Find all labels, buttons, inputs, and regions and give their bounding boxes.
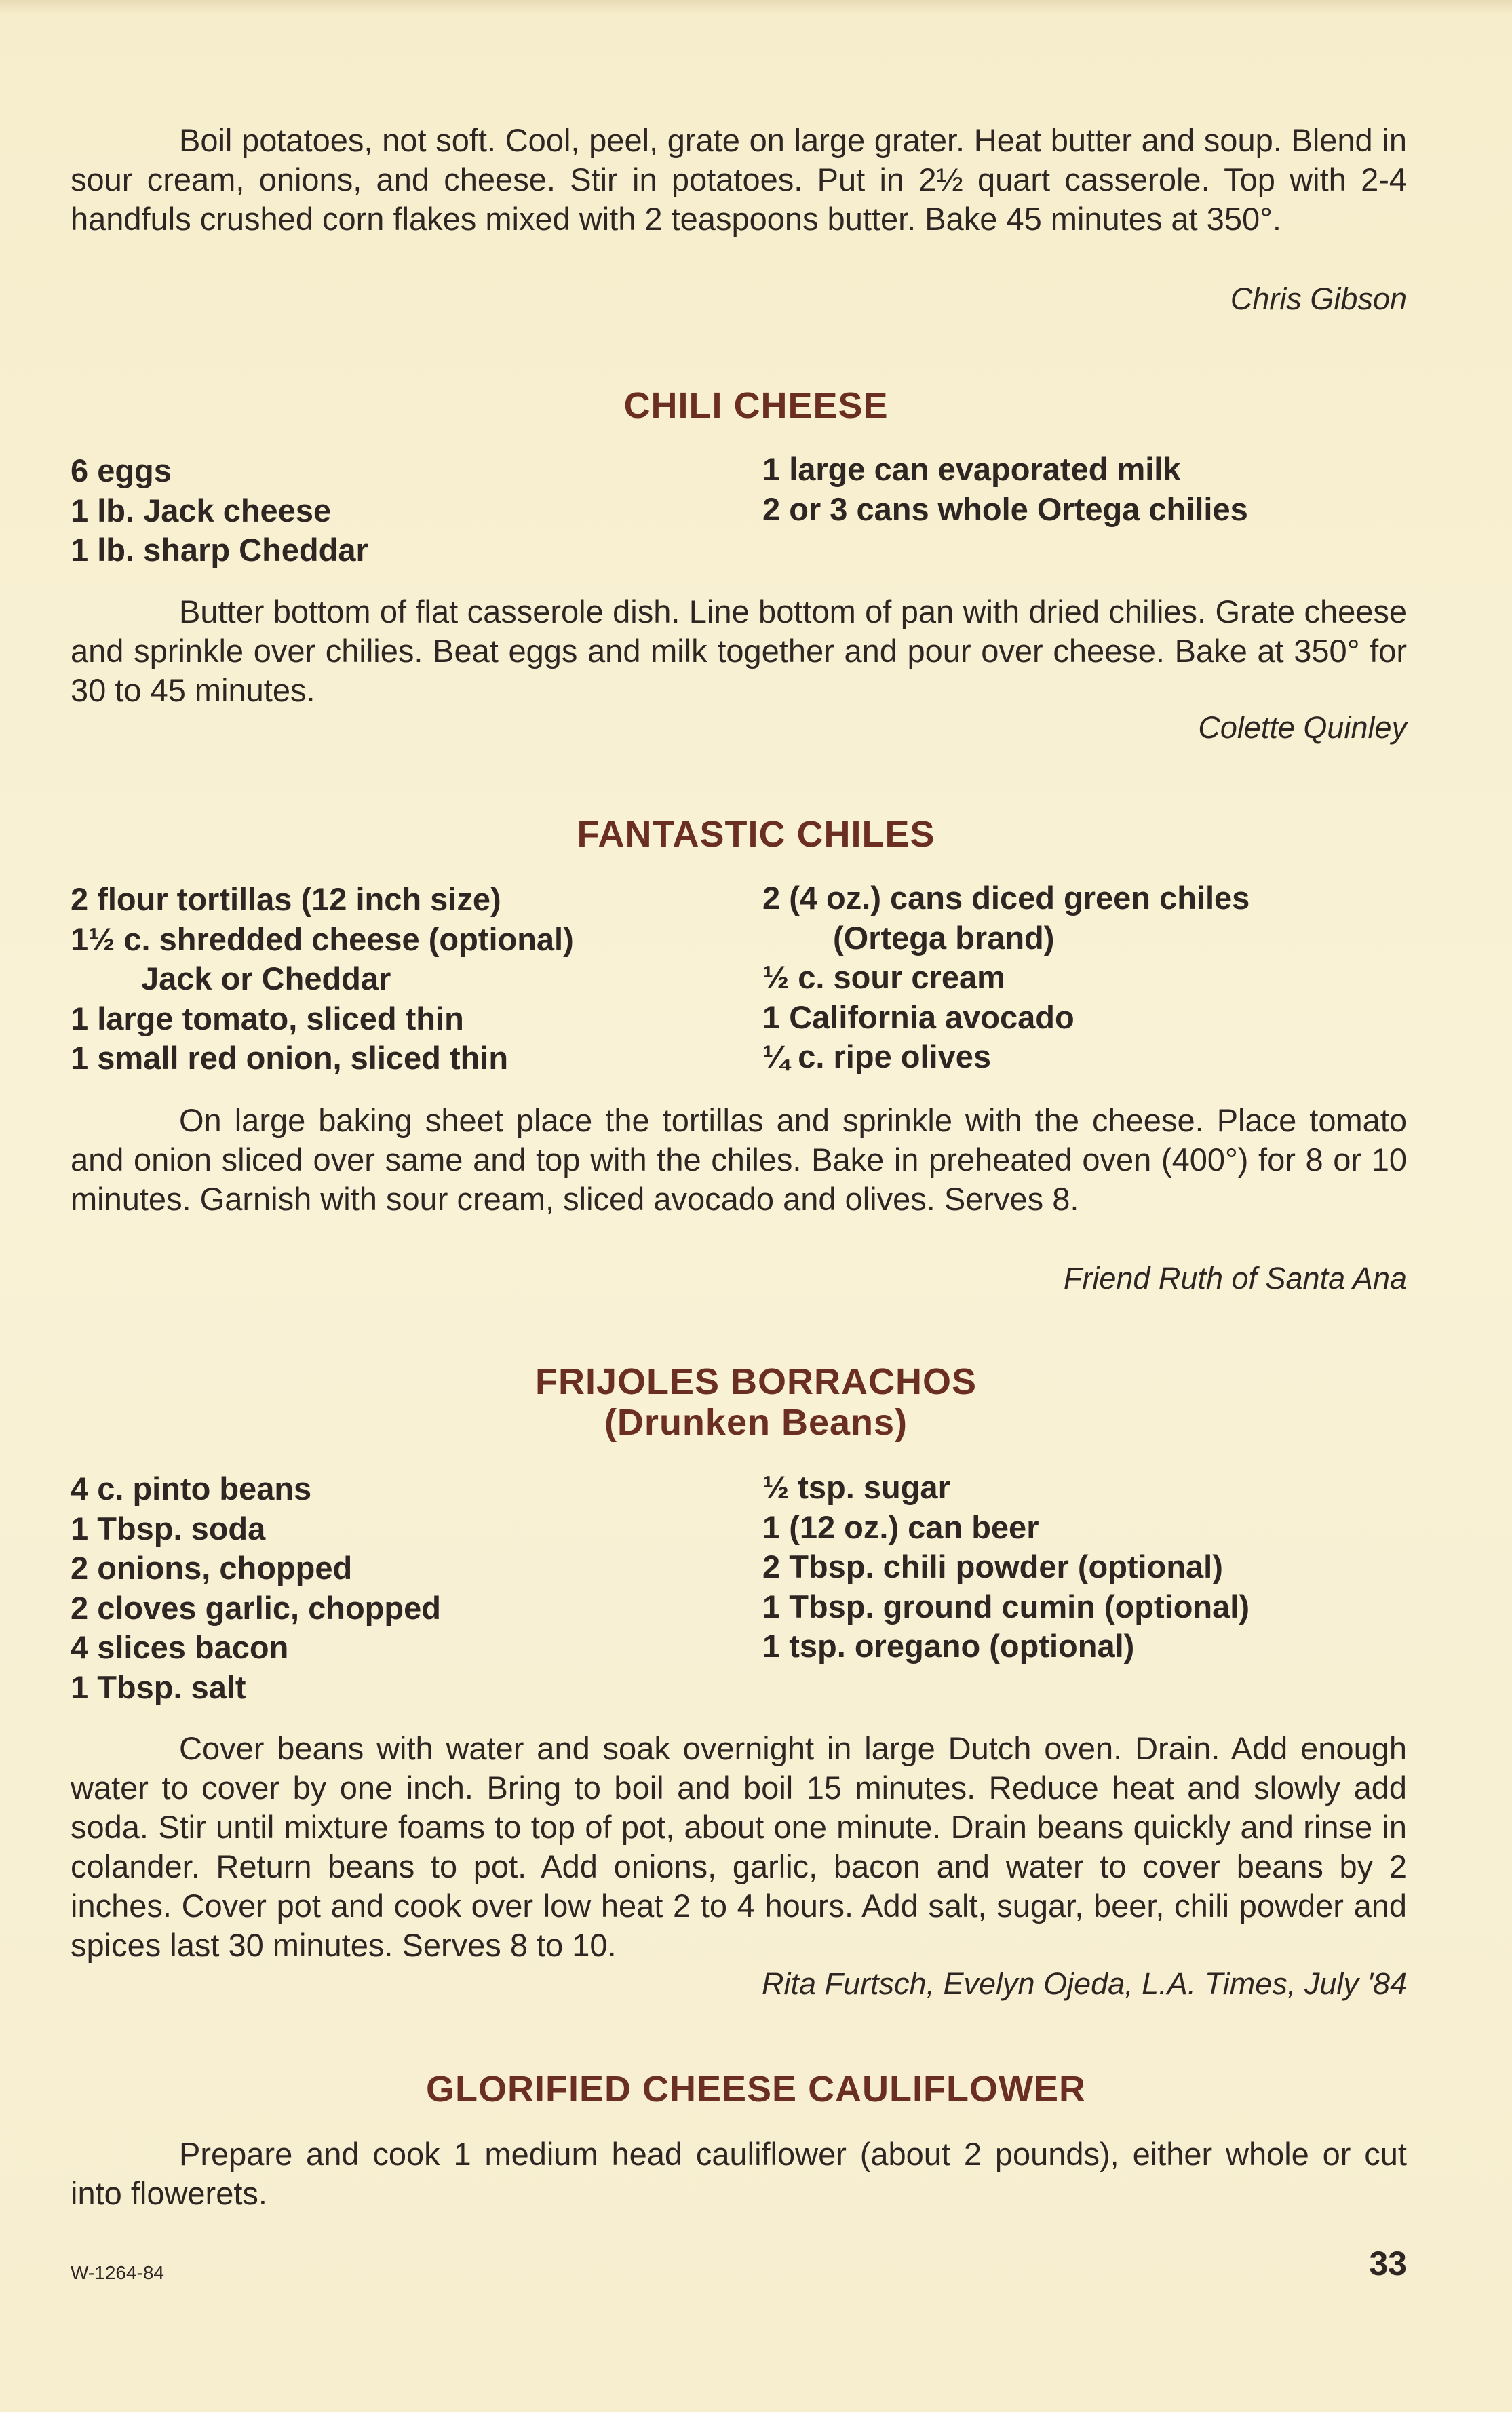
ingredient-item: (Ortega brand) [833, 919, 1055, 956]
ingredients-left-fantastic-chiles [71, 880, 574, 1078]
ingredient-item: ¼ c. ripe olives [762, 1038, 992, 1074]
recipe-title-fantastic-chiles: FANTASTIC CHILES [577, 814, 935, 855]
ingredient-item: 1 lb. sharp Cheddar [71, 532, 368, 568]
intro-instructions: Boil potatoes, not soft. Cool, peel, grate on large grater. Heat butter and soup. Blend in sour cream, onions, and cheese. Stir in potatoes. Put in 2½ quart casserole. Top with 2-4 handfuls crushed corn flakes mixed with 2 teaspoons butter. Bake 45 minutes at 350°. [71, 122, 1407, 237]
ingredient-item: 2 Tbsp. chili powder (optional) [762, 1549, 1223, 1584]
recipe-subtitle-frijoles-borrachos: (Drunken Beans) [604, 1402, 908, 1443]
ingredient-item: 2 or 3 cans whole Ortega chilies [762, 490, 1248, 527]
ingredient-item: 1 Tbsp. ground cumin (optional) [762, 1588, 1249, 1625]
instructions-chili-cheese: Butter bottom of flat casserole dish. Line bottom of pan with dried chilies. Grate cheese and sprinkle over chilies. Beat eggs and milk together and pour over cheese. Bake at 350° for 30 to 45 minutes. [71, 594, 1407, 708]
ingredients-right-fantastic-chiles [762, 878, 1249, 1077]
credit-frijoles-borrachos: Rita Furtsch, Evelyn Ojeda, L.A. Times, July '84 [761, 1966, 1407, 2001]
ingredient-item: 4 slices bacon [71, 1629, 289, 1665]
ingredient-item: 4 c. pinto beans [71, 1471, 312, 1506]
intro-credit: Chris Gibson [1230, 281, 1407, 316]
ingredients-right-frijoles-borrachos [762, 1468, 1249, 1667]
recipe-title-frijoles-borrachos: FRIJOLES BORRACHOS [535, 1361, 977, 1402]
instructions-glorified-cheese-cauliflower: Prepare and cook 1 medium head cauliflower (about 2 pounds), either whole or cut into flowerets. [71, 2136, 1407, 2211]
ingredient-item: 1 small red onion, sliced thin [71, 1040, 509, 1076]
ingredient-item: 1½ c. shredded cheese (optional) [71, 920, 574, 957]
ingredient-item: 6 eggs [71, 452, 172, 488]
ingredient-item: 1 lb. Jack cheese [71, 492, 332, 528]
ingredient-item: 1 large tomato, sliced thin [71, 1000, 464, 1036]
ingredient-item: 1 California avocado [762, 998, 1074, 1035]
ingredient-item: 1 Tbsp. salt [71, 1669, 246, 1705]
instructions-frijoles-borrachos: Cover beans with water and soak overnight in large Dutch oven. Drain. Add enough water to cover by one inch. Bring to boil and boil 15 minutes. Reduce heat and slowly add soda. Stir until mixture foams to top of pot, about one minute. Drain beans quickly and rinse in colander. Return beans to pot. Add onions, garlic, bacon and water to cover beans by 2 inches. Cover pot and cook over low heat 2 to 4 hours. Add salt, sugar, beer, chili powder and spices last 30 minutes. Serves 8 to 10. [71, 1730, 1407, 1963]
ingredient-item: 1 tsp. oregano (optional) [762, 1628, 1135, 1664]
ingredient-item: 1 (12 oz.) can beer [762, 1509, 1039, 1545]
ingredients-right-chili-cheese [762, 450, 1248, 529]
ingredient-item: 2 cloves garlic, chopped [71, 1589, 441, 1626]
recipe-title-chili-cheese: CHILI CHEESE [623, 385, 889, 426]
document-code: W-1264-84 [71, 2262, 165, 2283]
ingredient-item: ½ tsp. sugar [762, 1469, 950, 1505]
ingredients-left-frijoles-borrachos [71, 1469, 441, 1707]
credit-fantastic-chiles: Friend Ruth of Santa Ana [1063, 1261, 1407, 1296]
ingredients-left-chili-cheese [71, 451, 368, 570]
ingredient-item: Jack or Cheddar [141, 960, 391, 996]
ingredient-item: 2 flour tortillas (12 inch size) [71, 881, 501, 917]
instructions-fantastic-chiles: On large baking sheet place the tortillas and sprinkle with the cheese. Place tomato and onion sliced over same and top with the chiles. Bake in preheated oven (400°) for 8 or 10 minutes. Garnish with sour cream, sliced avocado and olives. Serves 8. [71, 1102, 1407, 1217]
page-number: 33 [1369, 2244, 1407, 2282]
ingredient-item: ½ c. sour cream [762, 959, 1005, 995]
page-top-edge [0, 0, 1512, 15]
ingredient-item: 1 large can evaporated milk [762, 451, 1181, 487]
ingredient-item: 1 Tbsp. soda [71, 1510, 266, 1547]
ingredient-item: 2 onions, chopped [71, 1550, 353, 1586]
ingredient-item: 2 (4 oz.) cans diced green chiles [762, 880, 1250, 916]
credit-chili-cheese: Colette Quinley [1198, 710, 1407, 745]
recipe-title-glorified-cheese-cauliflower: GLORIFIED CHEESE CAULIFLOWER [426, 2069, 1086, 2109]
